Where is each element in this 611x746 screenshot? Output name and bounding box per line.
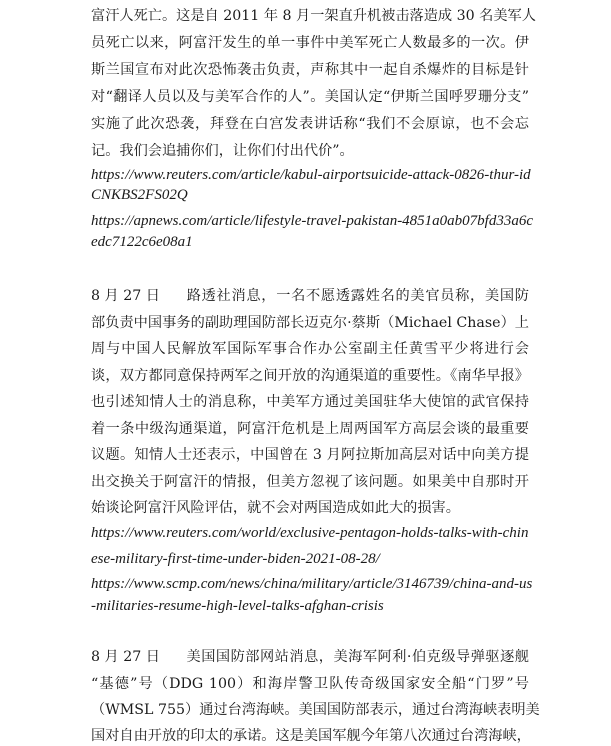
text-line: 国对自由开放的印太的承诺。这是美国军舰今年第八次通过台湾海峡， [91,728,531,744]
text-line: 富汗人死亡。这是自 2011 年 8 月一架直升机被击落造成 30 名美军人 [91,8,536,24]
text-line [91,286,529,306]
text-line: 斯兰国宣布对此次恐怖袭击负责，声称其中一起自杀爆炸的目标是针 [91,62,529,78]
entry-date: 8 月 27 日 [91,649,160,665]
text-span: 路透社消息，一名不愿透露姓名的美官员称，美国防 [186,288,529,304]
text-line: 周与中国人民解放军国际军事合作办公室副主任黄雪平少将进行会 [91,341,529,357]
text-line: 部负责中国事务的副助理国防部长迈克尔·蔡斯（Michael Chase）上 [91,315,529,331]
reference-link[interactable]: https://www.reuters.com/article/kabul-airportsuicide-attack-0826-thur-id [91,167,531,183]
text-line: 也引述知情人士的消息称，中美军方通过美国驻华大使馆的武官保持 [91,394,529,410]
entry-date: 8 月 27 日 [91,288,160,304]
text-line: 谈，双方都同意保持两军之间开放的沟通渠道的重要性。《南华早报》 [91,368,529,384]
text-line: 实施了此次恐袭，拜登在白宫发表讲话称“我们不会原谅，也不会忘 [91,116,529,132]
reference-link[interactable]: https://apnews.com/article/lifestyle-travel-pakistan-4851a0ab07bfd33a6c [91,213,534,229]
text-line: 出交换关于阿富汗的情报，但美方忽视了该问题。如果美中自那时开 [91,474,529,490]
text-line: “基德”号（DDG 100）和海岸警卫队传奇级国家安全船“门罗”号 [91,676,529,692]
text-line: 记。我们会追捕你们，让你们付出代价”。 [91,143,354,159]
reference-link[interactable]: -militaries-resume-high-level-talks-afghan-crisis [91,598,384,614]
text-line: 员死亡以来，阿富汗发生的单一事件中美军死亡人数最多的一次。伊 [91,35,529,51]
text-line: （WMSL 755）通过台湾海峡。美国国防部表示，通过台湾海峡表明美 [91,702,540,718]
reference-link[interactable]: CNKBS2FS02Q [91,187,188,203]
text-line [91,647,529,667]
reference-link[interactable]: edc7122c6e08a1 [91,234,193,250]
text-line: 对“翻译人员以及与美军合作的人”。美国认定“伊斯兰国呼罗珊分支” [91,89,529,105]
text-span: 美国国防部网站消息，美海军阿利·伯克级导弹驱逐舰 [186,649,529,665]
reference-link[interactable]: https://www.scmp.com/news/china/military/article/3146739/china-and-us [91,576,533,592]
reference-link[interactable]: ese-military-first-time-under-biden-2021-08-28/ [91,551,380,567]
reference-link[interactable]: https://www.reuters.com/world/exclusive-pentagon-holds-talks-with-chin [91,525,529,541]
text-line: 议题。知情人士还表示，中国曾在 3 月阿拉斯加高层对话中向美方提 [91,447,529,463]
text-line: 始谈论阿富汗风险评估，就不会对两国造成如此大的损害。 [91,500,460,516]
text-line: 着一条中级沟通渠道，阿富汗危机是上周两国军方高层会谈的最重要 [91,421,529,437]
